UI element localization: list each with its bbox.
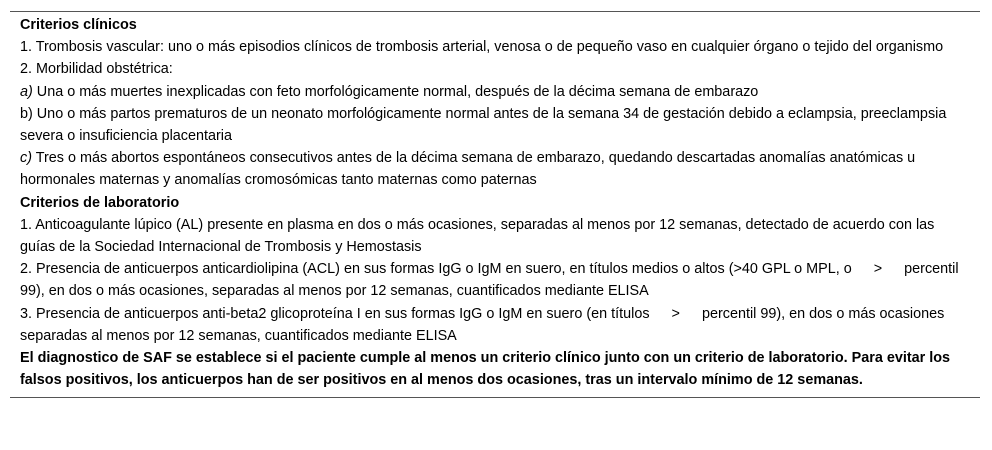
clinical-item-2c: [20, 147, 968, 191]
laboratory-item-3-part2: percentil 99), en dos o más ocasiones separadas al menos por 12 semanas, cuantificados mediante ELISA: [20, 305, 945, 344]
criteria-cell: [10, 12, 980, 397]
clinical-item-2a-letter: a): [20, 83, 33, 100]
laboratory-item-3: [20, 303, 968, 347]
greater-than-symbol: >: [873, 261, 883, 278]
clinical-item-2c-letter: c): [20, 150, 32, 167]
criteria-table: [10, 11, 980, 398]
laboratory-item-2: [20, 258, 968, 302]
greater-than-symbol: >: [671, 305, 680, 322]
laboratory-criteria-heading: Criterios de laboratorio: [20, 194, 180, 211]
clinical-item-2a-text: Una o más muertes inexplicadas con feto morfológicamente normal, después de la décima semana de embarazo: [32, 83, 759, 100]
clinical-item-1: 1. Trombosis vascular: uno o más episodios clínicos de trombosis arterial, venosa o de pequeño vaso en cualquier órgano o tejido del organismo: [20, 39, 944, 56]
laboratory-item-2-part2: percentil 99), en dos o más ocasiones, separadas al menos por 12 semanas, cuantificados mediante ELISA: [20, 261, 959, 300]
clinical-item-2c-text: Tres o más abortos espontáneos consecutivos antes de la décima semana de embarazo, quedando descartadas anomalías anatómicas u hormonales maternas y anomalías cromosómicas tanto maternas como paternas: [20, 150, 916, 189]
clinical-criteria-heading: Criterios clínicos: [20, 17, 137, 33]
laboratory-item-3-part1: 3. Presencia de anticuerpos anti-beta2 glicoproteína I en sus formas IgG o IgM en suero (en títulos: [20, 305, 650, 322]
diagnosis-conclusion: El diagnostico de SAF se establece si el paciente cumple al menos un criterio clínico junto con un criterio de laboratorio. Para evitar los falsos positivos, los anticuerpos han de ser positivos en al menos dos ocasiones, tras un intervalo mínimo de 12 semanas.: [20, 350, 951, 389]
clinical-item-2a: [20, 81, 968, 103]
laboratory-item-2-part1: 2. Presencia de anticuerpos anticardiolipina (ACL) en sus formas IgG o IgM en suero, en títulos medios o altos (>40 GPL o MPL, o: [20, 261, 852, 278]
clinical-item-2b: b) Uno o más partos prematuros de un neonato morfológicamente normal antes de la semana 34 de gestación debido a eclampsia, preeclampsia severa o insuficiencia placentaria: [20, 105, 947, 145]
laboratory-item-1: 1. Anticoagulante lúpico (AL) presente en plasma en dos o más ocasiones, separadas al menos por 12 semanas, detectado de acuerdo con las guías de la Sociedad Internacional de Trombosis y Hemostasis: [20, 216, 935, 256]
clinical-item-2: 2. Morbilidad obstétrica:: [20, 61, 173, 78]
